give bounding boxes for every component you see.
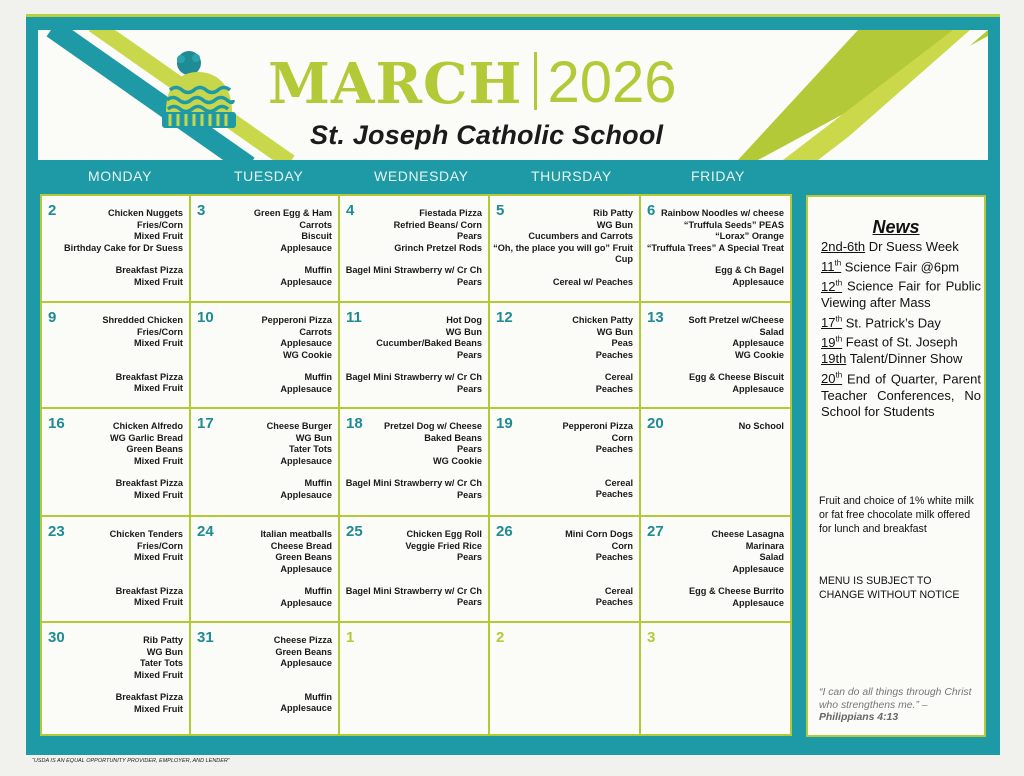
menu-item: Fries/Corn <box>137 540 183 551</box>
day-number: 4 <box>346 202 355 219</box>
menu-items <box>110 529 183 609</box>
quote-text: “I can do all things through Christ who strengthens me.” – <box>819 687 972 711</box>
menu-item: “Truffula Trees” A Special Treat <box>646 242 784 253</box>
menu-spacer <box>346 467 482 478</box>
menu-spacer <box>689 575 784 586</box>
menu-item: Shredded Chicken <box>102 315 183 325</box>
day-number: 19 <box>496 415 513 432</box>
menu-item: Birthday Cake for Dr Suess <box>64 242 183 253</box>
menu-item: Applesauce <box>732 383 784 394</box>
menu-spacer <box>110 467 183 478</box>
menu-item: Chicken Alfredo <box>112 421 183 431</box>
news-date-text: 20 <box>821 371 836 387</box>
weekday-label: WEDNESDAY <box>374 168 469 184</box>
news-date-text: 2nd-6th <box>821 239 866 254</box>
menu-item: WG Bun <box>596 219 633 230</box>
day-cell <box>490 409 641 517</box>
menu-item: “Lorax” Orange <box>715 231 784 242</box>
day-number: 6 <box>647 202 656 219</box>
menu-item: Rib Patty <box>143 635 183 645</box>
day-cell <box>490 303 641 409</box>
menu-item: Breakfast Pizza <box>115 478 183 489</box>
menu-item: Muffin <box>304 691 332 702</box>
day-cell <box>490 517 641 623</box>
menu-item: Tater Tots <box>139 658 183 669</box>
menu-item: Cereal <box>604 585 633 596</box>
menu-item: Bagel Mini Strawberry w/ Cr Ch <box>345 372 482 383</box>
menu-item: Peaches <box>595 597 633 608</box>
menu-item: Biscuit <box>301 231 332 242</box>
menu-item: Applesauce <box>280 489 332 500</box>
menu-spacer <box>102 350 183 361</box>
day-number: 5 <box>496 202 505 219</box>
news-date <box>821 279 842 294</box>
day-cell <box>641 196 790 303</box>
menu-spacer <box>64 254 183 265</box>
news-text: St. Patrick’s Day <box>842 314 941 330</box>
day-number: 18 <box>346 415 363 432</box>
menu-item: Applesauce <box>280 338 332 349</box>
menu-item: Applesauce <box>280 455 332 466</box>
day-number: 3 <box>197 202 206 219</box>
school-name: St. Joseph Catholic School <box>310 120 664 150</box>
news-panel <box>806 195 986 737</box>
menu-item: Green Beans <box>275 646 332 657</box>
calendar-grid <box>40 194 792 736</box>
day-cell <box>641 303 790 409</box>
day-cell <box>42 409 191 517</box>
menu-item: WG Bun <box>146 646 183 657</box>
menu-items <box>572 315 633 396</box>
menu-item: Green Beans <box>275 552 332 563</box>
menu-item: Applesauce <box>280 597 332 608</box>
news-date-suffix: th <box>835 314 843 324</box>
day-cell <box>42 623 191 734</box>
day-cell <box>191 623 340 734</box>
day-number: 25 <box>346 523 363 540</box>
day-number: 24 <box>197 523 214 540</box>
menu-spacer <box>267 467 332 478</box>
bible-quote <box>819 687 977 725</box>
menu-item: Cheese Pizza <box>273 635 332 645</box>
weekday-label: TUESDAY <box>234 168 304 184</box>
menu-item: Green Egg & Ham <box>253 208 332 218</box>
day-cell <box>490 196 641 303</box>
news-date <box>821 351 846 366</box>
menu-item: Mixed Fruit <box>133 703 183 714</box>
menu-item: Applesauce <box>280 703 332 714</box>
decor-stripes-right <box>738 30 988 160</box>
menu-item: No School <box>738 421 784 431</box>
news-list <box>821 239 981 421</box>
menu-item: Applesauce <box>280 563 332 574</box>
menu-item: Fries/Corn <box>137 326 183 337</box>
menu-item: Pears <box>456 489 482 500</box>
news-text: Science Fair for Public Viewing after Mass <box>821 278 981 311</box>
news-date-text: 12 <box>821 278 836 294</box>
menu-item: Cereal <box>604 372 633 383</box>
menu-spacer <box>116 681 183 692</box>
menu-spacer <box>563 456 633 467</box>
day-number: 30 <box>48 629 65 646</box>
quote-reference: Philippians 4:13 <box>819 712 899 724</box>
news-date-suffix: th <box>834 258 842 268</box>
menu-spacer <box>346 254 482 265</box>
day-cell <box>191 196 340 303</box>
menu-item: Salad <box>759 326 784 337</box>
day-number: 20 <box>647 415 664 432</box>
menu-items <box>254 208 332 289</box>
menu-change-note: MENU IS SUBJECT TO CHANGE WITHOUT NOTICE <box>819 575 960 601</box>
day-cell <box>641 409 790 517</box>
day-number: 16 <box>48 415 65 432</box>
menu-item: Carrots <box>299 326 332 337</box>
menu-item: Peaches <box>595 552 633 563</box>
menu-spacer <box>261 575 333 586</box>
menu-item: WG Bun <box>445 326 482 337</box>
menu-spacer <box>647 254 784 265</box>
menu-item: Peaches <box>595 349 633 360</box>
menu-item: Mixed Fruit <box>133 455 183 466</box>
menu-item: Rib Patty <box>593 208 633 218</box>
menu-item: Mixed Fruit <box>133 669 183 680</box>
menu-item: Chicken Nuggets <box>107 208 183 218</box>
menu-spacer <box>274 670 332 681</box>
winter-hat-icon <box>158 50 248 140</box>
menu-item: Marinara <box>745 540 784 551</box>
menu-item: Peaches <box>595 489 633 500</box>
weekday-label: THURSDAY <box>531 168 612 184</box>
day-cell <box>340 303 490 409</box>
menu-spacer <box>274 681 332 692</box>
menu-items <box>346 421 482 502</box>
menu-item: Cereal <box>604 477 633 488</box>
menu-item: Cup <box>615 254 633 265</box>
menu-item: Chicken Patty <box>572 315 633 325</box>
menu-item: Corn <box>611 540 633 551</box>
menu-item: “Truffula Seeds” PEAS <box>683 219 784 230</box>
menu-item: Applesauce <box>280 383 332 394</box>
menu-item: Cucumber/Baked Beans <box>376 338 482 349</box>
menu-item: Chicken Egg Roll <box>406 529 482 539</box>
menu-item: WG Cookie <box>432 455 482 466</box>
menu-spacer <box>254 254 332 265</box>
menu-items <box>689 315 784 396</box>
menu-item: Muffin <box>304 586 332 597</box>
menu-item: Baked Beans <box>424 432 482 443</box>
menu-item: Pears <box>456 552 482 563</box>
day-number: 12 <box>496 309 513 326</box>
day-cell <box>641 517 790 623</box>
menu-items <box>261 529 333 610</box>
menu-item: Egg & Ch Bagel <box>715 265 784 276</box>
menu-item: Pepperoni Pizza <box>562 421 633 431</box>
menu-items <box>346 315 482 396</box>
menu-items <box>262 315 332 396</box>
menu-spacer <box>262 361 332 372</box>
menu-item: Egg & Cheese Burrito <box>689 586 784 597</box>
menu-item: Muffin <box>304 478 332 489</box>
menu-spacer <box>102 361 183 372</box>
day-cell <box>42 303 191 409</box>
news-date <box>821 371 842 386</box>
news-date-text: 17 <box>821 314 836 330</box>
news-title: News <box>872 217 920 237</box>
menu-spacer <box>346 361 482 372</box>
menu-items <box>267 421 332 502</box>
news-date <box>821 335 842 350</box>
month-title <box>268 50 677 117</box>
news-item <box>821 256 981 276</box>
menu-item: Applesauce <box>280 276 332 287</box>
menu-item: Salad <box>759 552 784 563</box>
menu-item: Pears <box>456 276 482 287</box>
menu-items <box>274 635 332 715</box>
menu-item: Cheese Lasagna <box>711 529 784 539</box>
menu-item: Muffin <box>304 265 332 276</box>
menu-item: WG Bun <box>295 432 332 443</box>
menu-item: WG Garlic Bread <box>109 432 183 443</box>
menu-item: Bagel Mini Strawberry w/ Cr Ch <box>345 478 482 489</box>
menu-item: Grinch Pretzel Rods <box>394 242 482 253</box>
news-date-suffix: th <box>835 278 843 288</box>
news-item <box>821 312 981 332</box>
menu-item: Mixed Fruit <box>133 597 183 608</box>
day-cell <box>340 409 490 517</box>
menu-item: Applesauce <box>732 338 784 349</box>
menu-items <box>565 529 633 609</box>
menu-item: Bagel Mini Strawberry w/ Cr Ch <box>345 265 482 276</box>
day-number: 26 <box>496 523 513 540</box>
menu-item: Cereal w/ Peaches <box>552 276 633 287</box>
day-cell <box>490 623 641 734</box>
day-cell <box>191 409 340 517</box>
menu-item: Breakfast Pizza <box>115 265 183 276</box>
news-date-text: 19th <box>821 351 847 367</box>
menu-item: Mixed Fruit <box>133 383 183 394</box>
menu-item: Mixed Fruit <box>133 489 183 500</box>
menu-item: Carrots <box>299 219 332 230</box>
year: 2026 <box>547 50 677 115</box>
menu-item: Pears <box>456 231 482 242</box>
menu-items <box>689 529 784 610</box>
news-item <box>821 351 981 368</box>
news-date <box>821 315 842 330</box>
usda-footer: “USDA IS AN EQUAL OPPORTUNITY PROVIDER, EMPLOYER, AND LENDER” <box>32 758 230 764</box>
title-divider <box>534 52 537 110</box>
news-text: Talent/Dinner Show <box>846 351 963 367</box>
menu-item: Mixed Fruit <box>133 552 183 563</box>
menu-item: Mini Corn Dogs <box>565 529 633 539</box>
menu-item: Hot Dog <box>446 315 482 325</box>
news-date-text: 11 <box>821 258 835 274</box>
milk-note: Fruit and choice of 1% white milk or fat free chocolate milk offered for lunch and breakfast <box>819 495 974 535</box>
menu-item: Breakfast Pizza <box>115 692 183 703</box>
menu-item: Tater Tots <box>288 444 332 455</box>
menu-item: Applesauce <box>732 597 784 608</box>
news-date-suffix: th <box>835 334 843 344</box>
menu-item: Cheese Bread <box>270 540 332 551</box>
menu-item: WG Cookie <box>282 349 332 360</box>
menu-item: Cheese Burger <box>266 421 332 431</box>
news-text: Science Fair @6pm <box>841 258 960 274</box>
menu-items <box>102 315 183 395</box>
menu-item: Applesauce <box>732 276 784 287</box>
menu-item: Corn <box>611 432 633 443</box>
news-item <box>821 331 981 351</box>
menu-spacer <box>346 564 482 575</box>
weekday-label: FRIDAY <box>691 168 745 184</box>
menu-spacer <box>110 575 183 586</box>
menu-items <box>346 529 482 609</box>
menu-item: Applesauce <box>280 658 332 669</box>
menu-items <box>346 208 482 289</box>
day-number: 13 <box>647 309 664 326</box>
menu-spacer <box>689 361 784 372</box>
menu-item: Fiestada Pizza <box>419 208 482 218</box>
menu-items <box>647 208 784 289</box>
menu-item: Fries/Corn <box>137 219 183 230</box>
news-item <box>821 239 981 256</box>
day-cell <box>191 303 340 409</box>
menu-item: “Oh, the place you will go” Fruit <box>493 242 633 253</box>
menu-spacer <box>565 564 633 575</box>
news-date-text: 19 <box>821 334 836 350</box>
day-number: 31 <box>197 629 214 646</box>
menu-spacer <box>493 266 633 277</box>
menu-item: Refried Beans/ Corn <box>393 219 482 230</box>
menu-item: Pepperoni Pizza <box>261 315 332 325</box>
day-cell <box>340 196 490 303</box>
news-date <box>821 239 865 254</box>
menu-items <box>110 421 183 502</box>
menu-spacer <box>346 575 482 586</box>
menu-item: Breakfast Pizza <box>115 371 183 382</box>
day-number: 23 <box>48 523 65 540</box>
day-number: 9 <box>48 309 57 326</box>
day-cell <box>641 623 790 734</box>
menu-item: WG Cookie <box>734 349 784 360</box>
menu-item: Pears <box>456 597 482 608</box>
menu-item: Italian meatballs <box>260 529 332 539</box>
news-item <box>821 368 981 421</box>
menu-items <box>739 421 784 433</box>
day-number: 11 <box>346 309 362 326</box>
menu-item: Egg & Cheese Biscuit <box>689 372 784 383</box>
menu-item: Pears <box>456 383 482 394</box>
menu-item: Cucumbers and Carrots <box>528 231 633 242</box>
day-cell <box>42 517 191 623</box>
news-text: Feast of St. Joseph <box>842 334 958 350</box>
news-date <box>821 259 841 274</box>
menu-item: Breakfast Pizza <box>115 585 183 596</box>
day-cell <box>340 623 490 734</box>
day-number: 2 <box>48 202 57 219</box>
menu-item: Soft Pretzel w/Cheese <box>688 315 784 325</box>
news-date-suffix: th <box>835 370 843 380</box>
menu-spacer <box>563 467 633 478</box>
menu-spacer <box>572 361 633 372</box>
menu-item: Pears <box>456 444 482 455</box>
menu-item: Mixed Fruit <box>133 338 183 349</box>
day-cell <box>340 517 490 623</box>
day-number: 17 <box>197 415 214 432</box>
menu-items <box>493 208 633 289</box>
menu-item: Mixed Fruit <box>133 231 183 242</box>
day-number: 1 <box>346 629 355 646</box>
menu-items <box>563 421 633 501</box>
day-number: 10 <box>197 309 214 326</box>
menu-item: Mixed Fruit <box>133 276 183 287</box>
menu-item: Pretzel Dog w/ Cheese <box>383 421 482 431</box>
menu-item: Applesauce <box>280 242 332 253</box>
menu-item: Muffin <box>304 372 332 383</box>
menu-item: Peaches <box>595 383 633 394</box>
menu-item: WG Bun <box>596 326 633 337</box>
menu-item: Applesauce <box>732 563 784 574</box>
menu-item: Peaches <box>595 444 633 455</box>
menu-spacer <box>565 575 633 586</box>
day-cell <box>191 517 340 623</box>
menu-spacer <box>110 564 183 575</box>
menu-items <box>64 208 183 289</box>
day-number: 2 <box>496 629 505 646</box>
menu-item: Peas <box>611 338 633 349</box>
menu-item: Rainbow Noodles w/ cheese <box>660 208 784 218</box>
day-number: 27 <box>647 523 664 540</box>
month-name: MARCH <box>268 51 523 117</box>
menu-item: Bagel Mini Strawberry w/ Cr Ch <box>345 585 482 596</box>
menu-item: Veggie Fried Rice <box>405 540 482 551</box>
news-text: Dr Suess Week <box>865 239 959 254</box>
news-text: End of Quarter, Parent Teacher Conferences, No School for Students <box>821 371 981 420</box>
menu-items <box>116 635 183 716</box>
day-number: 3 <box>647 629 656 646</box>
menu-item: Green Beans <box>126 444 183 455</box>
news-item <box>821 275 981 311</box>
menu-item: Chicken Tenders <box>109 529 183 539</box>
weekday-label: MONDAY <box>88 168 153 184</box>
menu-item: Pears <box>456 349 482 360</box>
day-cell <box>42 196 191 303</box>
